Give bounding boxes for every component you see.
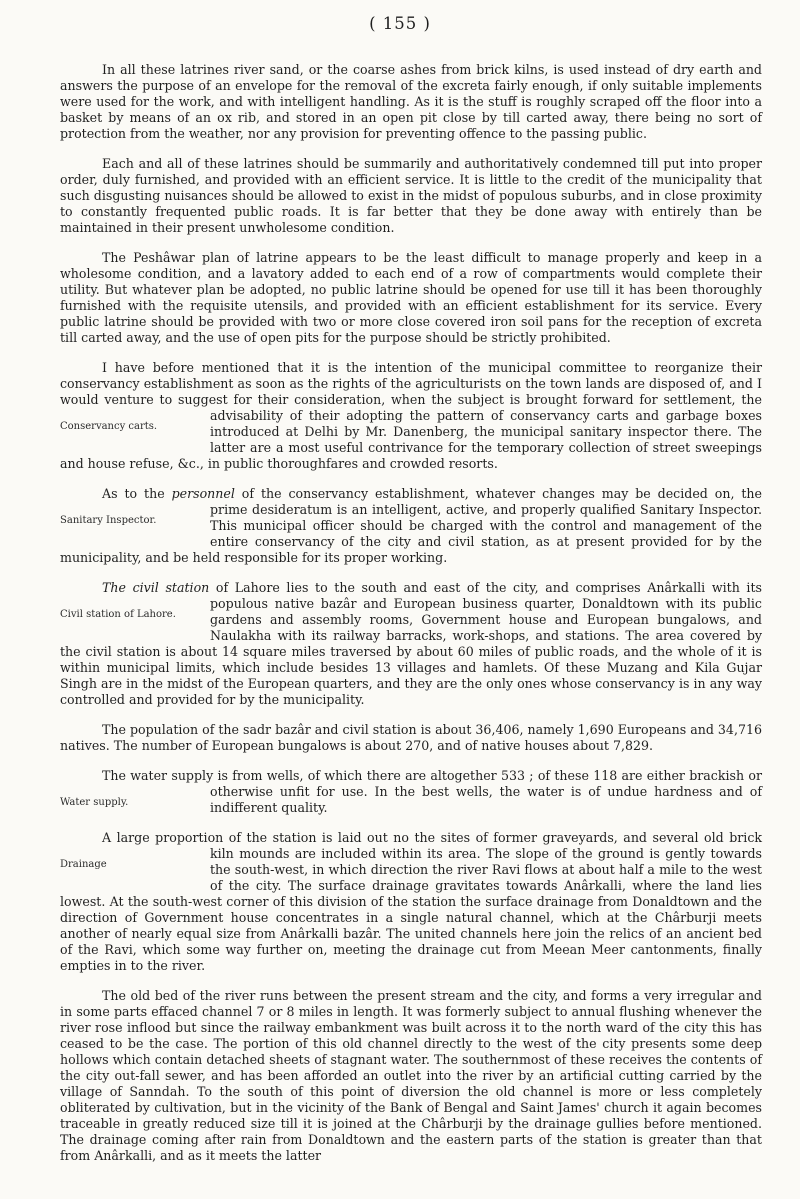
paragraph-text: The water supply is from wells, of which there are altogether 533 ; of these 118 are either brackish — [102, 768, 745, 783]
paragraph-text: settlement, the advisability of their adopting the pattern of conservancy carts and garbage boxes introduced at Delhi by Mr. Danenberg, the municipal sanitary inspector there. The latter are a most useful contrivance for the temporary collection of street sweepings and house refuse, &c., in public thoroughfares and crowded resorts. — [60, 392, 762, 471]
margin-note-civil-station: Civil station of Lahore. — [60, 609, 176, 620]
page-number: ( 155 ) — [369, 14, 431, 33]
emphasis-personnel: personnel — [171, 486, 235, 501]
paragraph-text: brick kiln mounds are included within its area. The slope of the ground is gently towards the south-west, in which direction the river Ravi flows at about half a mile to the west of the city. The surface drainage gravitates towards Anârkalli, where the land lies lowest. At the south-west corner of this division of the station the surface drainage from Donaldtown and the direction of Government house concentrates in a single natural channel, which at the Chârburji meets another of nearly equal size from Anârkalli bazâr. The united channels here join the relics of an ancient bed of the Ravi, which some way further on, meeting the drainage cut from Meean Meer cantonments, finally empties in to the river. — [60, 830, 762, 973]
paragraph-water-supply — [60, 768, 762, 816]
paragraph-text: A large proportion of the station is laid out no the sites of former graveyards, and several old — [102, 830, 724, 845]
emphasis-civil-station: The civil station — [102, 580, 210, 595]
paragraph-sanitary-inspector — [60, 486, 762, 566]
paragraph-civil-station — [60, 580, 762, 708]
margin-note-water-supply: Water supply. — [60, 797, 129, 808]
paragraph-text: I have before mentioned that it is the intention of the municipal committee to reorganize their conservancy establishment as soon as the rights of the agriculturists on the town lands are disposed of, and I would venture to suggest for their consideration, when the subject is brought forward for — [60, 360, 762, 407]
paragraph-text: prime desideratum is an intelligent, active, and properly qualified Sanitary Inspector. This municipal officer should be charged with the control and management of the entire conservancy of the city and civil station, as at present provided for by the municipality, and be held responsible for its proper working. — [60, 502, 762, 565]
paragraph-peshawar-plan: The Peshâwar plan of latrine appears to be the least difficult to manage properly and keep in a wholesome condition, and a lavatory added to each end of a row of compartments would complete their utility. But whatever plan be adopted, no public latrine should be opened for use till it has been thoroughly furnished with the requisite utensils, and provided with an efficient establishment for its service. Every public latrine should be provided with two or more close covered iron soil pans for the reception of excreta till carted away, and the use of open pits for the purpose should be strictly prohibited. — [60, 250, 762, 345]
paragraph-text: or otherwise unfit for use. In the best wells, the water is of undue hardness and of indifferent quality. — [210, 768, 762, 815]
paragraph-text: As to the — [102, 486, 172, 501]
paragraph-latrine-sand: In all these latrines river sand, or the coarse ashes from brick kilns, is used instead of dry earth and answers the purpose of an envelope for the removal of the excreta fairly enough, if only suitable implements were used for the work, and with intelligent handling. As it is the stuff is roughly scraped off the floor into a basket by means of an ox rib, and stored in an open pit close by till carted away, there being no sort of protection from the weather, nor any provision for preventing offence to the passing public. — [60, 62, 762, 141]
paragraph-latrines-condemned: Each and all of these latrines should be summarily and authoritatively condemned till put into proper order, duly furnished, and provided with an efficient service. It is little to the credit of the municipality that such disgusting nuisances should be allowed to exist in the midst of populous suburbs, and in close proximity to constantly frequented public roads. It is far better that they be done away with entirely than be maintained in their present unwholesome condition. — [60, 156, 762, 235]
margin-note-sanitary-inspector: Sanitary Inspector. — [60, 515, 157, 526]
paragraph-drainage — [60, 830, 762, 974]
paragraph-population: The population of the sadr bazâr and civil station is about 36,406, namely 1,690 Europeans and 34,716 natives. The number of European bungalows is about 270, and of native houses about 7,829. — [60, 722, 762, 753]
paragraph-conservancy-carts — [60, 360, 762, 472]
margin-note-conservancy-carts: Conservancy carts. — [60, 421, 158, 432]
paragraph-text: of Lahore lies to the south and east of the city, and comprises Anârkalli with its — [209, 580, 762, 595]
paragraph-text: populous native bazâr and European business quarter, Donaldtown with its public gardens and assembly rooms, Government house and European bungalows, and Naulakha with its railway barracks, work-shops, and stations. The area covered by the civil station is about 14 square miles traversed by about 60 miles of public roads, and the whole of it is within municipal limits, which include besides 13 villages and hamlets. Of these Muzang and Kila Gujar Singh are in the midst of the European quarters, and they are the only ones whose conservancy is in any way controlled and provided for by the municipality. — [60, 596, 762, 707]
paragraph-old-river-bed: The old bed of the river runs between the present stream and the city, and forms a very irregular and in some parts effaced channel 7 or 8 miles in length. It was formerly subject to annual flushing whenever the river rose inflood but since the railway embankment was built across it to the north ward of the city this has ceased to be the case. The portion of this old channel directly to the west of the city presents some deep hollows which contain detached sheets of stagnant water. The southernmost of these receives the contents of the city out-fall sewer, and has been afforded an outlet into the river by an artificial cutting carried by the village of Sanndah. To the south of this point of diversion the old channel is more or less completely obliterated by cultivation, but in the vicinity of the Bank of Bengal and Saint James' church it again becomes traceable in greatly reduced size till it is joined at the Chârburji by the drainage gullies before mentioned. The drainage coming after rain from Donaldtown and the eastern parts of the station is greater than that from Anârkalli, and as it meets the latter — [60, 988, 762, 1163]
document-body — [60, 62, 762, 1178]
paragraph-text: of the conservancy establishment, whatever changes may be decided on, the — [234, 486, 762, 501]
margin-note-drainage: Drainage — [60, 859, 107, 870]
